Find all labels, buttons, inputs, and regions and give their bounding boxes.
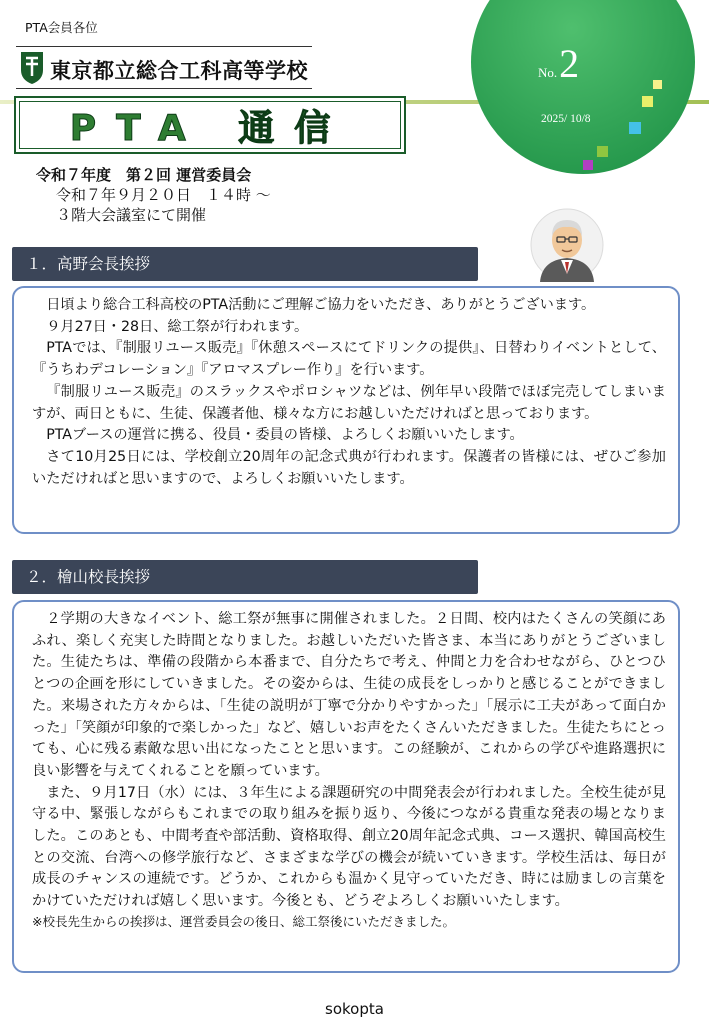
- newsletter-title-box: [14, 96, 406, 154]
- section-panel-chair: [12, 286, 680, 534]
- footnote: ※校長先生からの挨拶は、運営委員会の後日、総工祭後にいただきました。: [32, 913, 455, 929]
- meeting-title: 令和７年度 第２回 運営委員会: [36, 166, 252, 184]
- section-panel-principal: [12, 600, 680, 973]
- paragraph: ２学期の大きなイベント、総工祭が無事に開催されました。２日間、校内はたくさんの笑顔にあふれ、楽しく充実した時間となりました。お越しいただいた皆さま、本当にありがとうございました。生徒たちは、準備の段階から本番まで、自分たちで考え、仲間と力を合わせながら、ひとつひとつの企画を形にしていきました。その姿からは、生徒の成長をしっかりと感じることができました。来場された方々からは、「生徒の説明が丁寧で分かりやすかった」「展示に工夫があって面白かった」「笑顔が印象的で楽しかった」など、嬉しいお声をたくさんいただきました。生徒たちにとっても、心に残る素敵な思い出になったことと思います。この経験が、これからの学びや進路選択に良い影響を与えてくれることを願っています。: [32, 611, 666, 779]
- issue-badge: [469, 0, 709, 180]
- chairperson-avatar: [530, 208, 604, 282]
- issue-prefix: No.: [538, 65, 558, 80]
- school-emblem-icon: [18, 50, 46, 86]
- logo-rule-top: [16, 46, 312, 47]
- paragraph: PTAブースの運営に携る、役員・委員の皆様、よろしくお願いいたします。: [46, 427, 524, 444]
- paragraph: PTAでは、『制服リユース販売』『休憩スペースにてドリンクの提供』、日替わりイベントとして、『うちわデコレーション』『アロマスプレー作り』を行います。: [32, 340, 666, 379]
- paragraph: さて10月25日には、学校創立20周年の記念式典が行われます。保護者の皆様には、ぜひご参加いただければと思いますので、よろしくお願いいたします。: [32, 448, 666, 487]
- issue-number-value: 2: [559, 41, 580, 86]
- paragraph: 『制服リユース販売』のスラックスやポロシャツなどは、例年早い段階でほぼ完売してしまいますが、両日ともに、生徒、保護者他、様々な方にお越しいただければと思っております。: [32, 383, 666, 422]
- addressee: PTA会員各位: [25, 20, 98, 35]
- meeting-place: ３階大会議室にて開催: [56, 206, 207, 224]
- paragraph: また、９月17日（水）には、３年生による課題研究の中間発表会が行われました。全校生徒が見守る中、緊張しながらもこれまでの取り組みを振り返り、今後につながる貴重な発表の場となりました。このあとも、中間考査や部活動、資格取得、創立20周年記念式典、コース選択、韓国高校生との交流、台湾への修学旅行など、さまざまな学びの機会が続いていきます。学校生活は、毎日が成長のチャンスの連続です。どうか、これからも温かく見守っていただき、時には励ましの言葉をかけていただければ嬉しく思います。今後とも、どうぞよろしくお願いいたします。: [32, 784, 666, 910]
- paragraph: ９月27日・28日、総工祭が行われます。: [46, 318, 309, 335]
- school-name: 東京都立総合工科高等学校: [50, 59, 308, 83]
- newsletter-title: PTA 通信: [69, 108, 351, 149]
- issue-number: [538, 40, 579, 87]
- issue-date: 2025/ 10/8: [541, 113, 591, 125]
- paragraph: 日頃より総合工科高校のPTA活動にご理解ご協力をいただき、ありがとうございます。: [46, 297, 596, 313]
- footer-text: sokopta: [325, 1000, 384, 1018]
- section-heading-chair: １．高野会長挨拶: [12, 247, 478, 281]
- logo-rule-bottom: [16, 88, 312, 89]
- section-heading-principal: ２．檜山校長挨拶: [12, 560, 478, 594]
- meeting-info: [36, 165, 271, 225]
- meeting-datetime: 令和７年９月２０日 １４時 ～: [56, 186, 271, 204]
